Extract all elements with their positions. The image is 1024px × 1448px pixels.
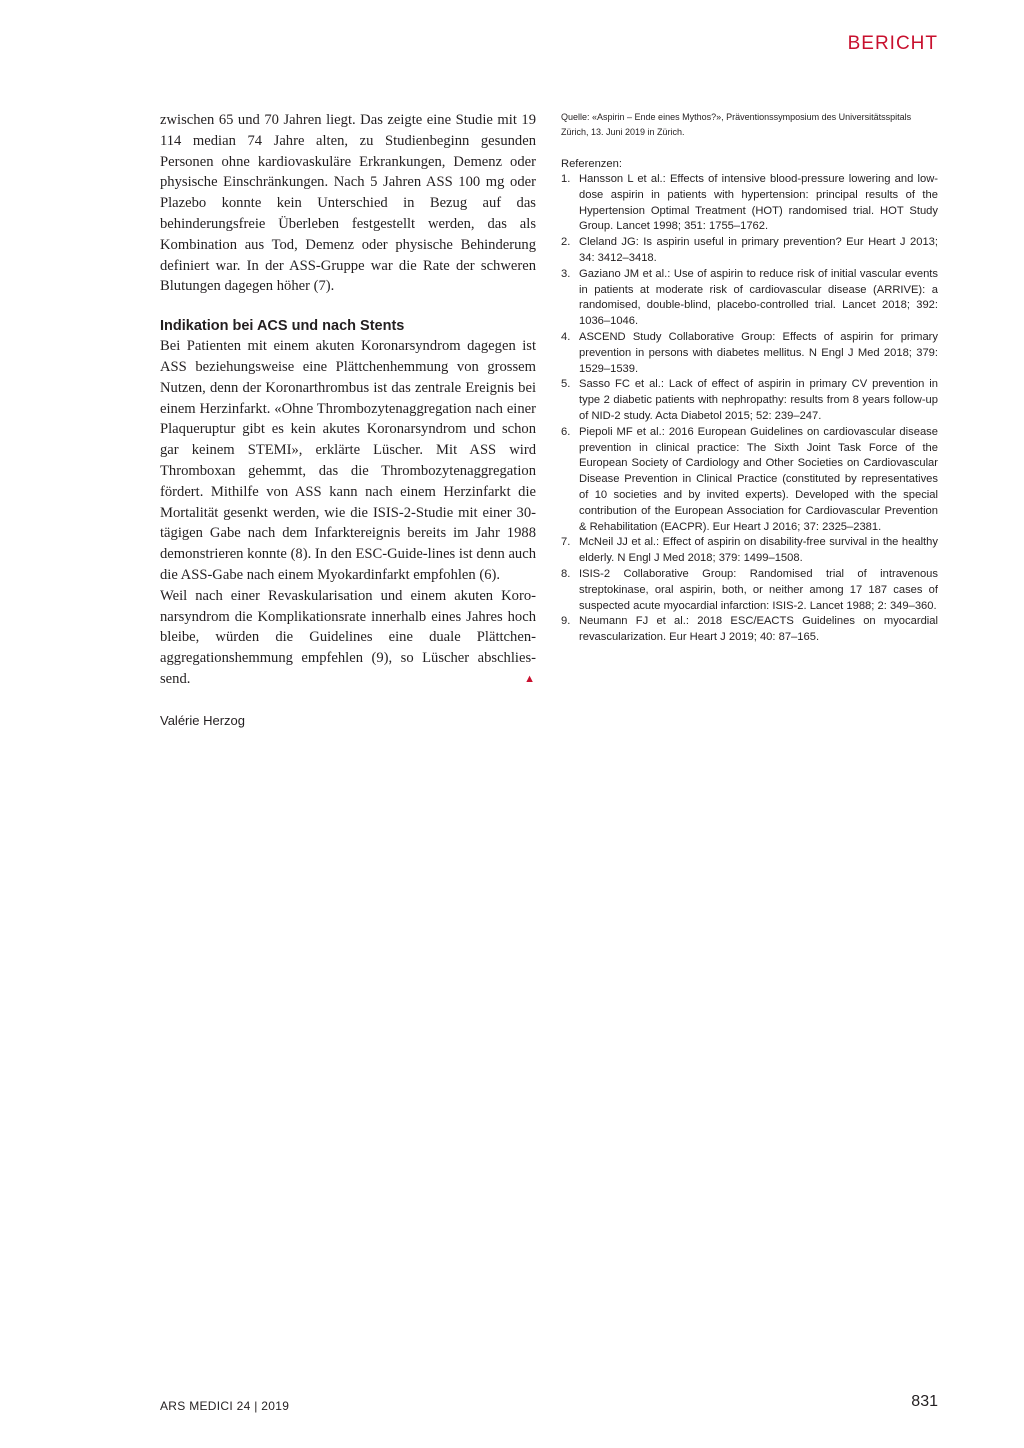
article-column <box>160 110 536 732</box>
section-label: BERICHT <box>847 33 938 54</box>
reference-list <box>561 172 938 646</box>
sidebar-column <box>561 110 938 646</box>
source-note: Quelle: «Aspirin – Ende eines Mythos?», Präventionssymposium des Universitätsspitals Zürich, 13. Juni 2019 in Zürich. <box>561 112 912 137</box>
reference-item <box>561 425 938 536</box>
paragraph-3-text: Weil nach einer Revaskularisation und einem akuten Koronarsyndrom die Komplikationsrate innerhalb eines Jahres hoch bleibe, würden die Guidelines eine duale Plättchenaggregationshemmung empfehlen (9), so Lüscher abschliessend. <box>160 587 536 687</box>
reference-item <box>561 535 938 567</box>
reference-number: 4. <box>561 330 571 343</box>
reference-text: Piepoli MF et al.: 2016 European Guidelines on cardiovascular disease prevention in clinical practice: The Sixth Joint Task Force of the European Society of Cardiology and Other Societies on Cardiovascular Disease Prevention in Clinical Practice (constituted by representatives of 10 societies and by invited experts). Developed with the special contribution of the European Association for Cardiovascular Prevention & Rehabilitation (EACPR). Eur Heart J 2016; 37: 2325–2381. <box>579 425 938 533</box>
reference-number: 1. <box>561 173 571 185</box>
reference-number: 2. <box>561 236 571 249</box>
reference-number: 3. <box>561 267 571 280</box>
reference-text: Gaziano JM et al.: Use of aspirin to reduce risk of initial vascular events in patients at moderate risk of cardiovascular disease (ARRIVE): a randomised, double-blind, placebo-controlled trial. Lancet 2018; 392: 1036–1046. <box>579 267 938 328</box>
reference-text: ISIS-2 Collaborative Group: Randomised trial of intravenous streptokinase, oral aspirin, both, or neither among 17 187 cases of suspected acute myocardial infarction: ISIS-2. Lancet 1988; 2: 349–360. <box>579 567 938 612</box>
journal-footer: ARS MEDICI 24 | 2019 <box>160 1399 290 1413</box>
reference-number: 5. <box>561 378 571 391</box>
reference-text: McNeil JJ et al.: Effect of aspirin on disability-free survival in the healthy elderly. N Engl J Med 2018; 379: 1499–1508. <box>579 536 938 565</box>
reference-number: 6. <box>561 425 571 438</box>
reference-item <box>561 377 938 424</box>
reference-item <box>561 614 938 646</box>
reference-text: Hansson L et al.: Effects of intensive blood-pressure lowering and low-dose aspirin in patients with hypertension: principal results of the Hypertension Optimal Treatment (HOT) randomised trial. HOT Study Group. Lancet 1998; 351: 1755–1762. <box>579 173 938 233</box>
reference-item <box>561 235 938 267</box>
reference-text: Neumann FJ et al.: 2018 ESC/EACTS Guidelines on myocardial revascularization. Eur Heart J 2019; 40: 87–165. <box>579 615 938 644</box>
page-number: 831 <box>911 1393 938 1410</box>
reference-text: Cleland JG: Is aspirin useful in primary prevention? Eur Heart J 2013; 34: 3412–3418. <box>579 236 938 264</box>
reference-item <box>561 567 938 614</box>
reference-number: 9. <box>561 615 571 628</box>
reference-item <box>561 330 938 377</box>
end-of-article-triangle-icon: ▲ <box>524 672 535 685</box>
reference-number: 8. <box>561 567 571 580</box>
author-name: Valérie Herzog <box>160 712 246 728</box>
reference-item <box>561 172 938 235</box>
section-heading: Indikation bei ACS und nach Stents <box>160 318 405 335</box>
reference-text: ASCEND Study Collaborative Group: Effects of aspirin for primary prevention in persons with diabetes mellitus. N Engl J Med 2018; 379: 1529–1539. <box>579 330 938 375</box>
reference-text: Sasso FC et al.: Lack of effect of aspirin in primary CV prevention in type 2 diabetic patients with nephropathy: results from 8 years follow-up of NID-2 study. Acta Diabetol 2015; 52: 239–247. <box>579 378 938 422</box>
paragraph-3 <box>160 586 536 690</box>
paragraph-1: zwischen 65 und 70 Jahren liegt. Das zeigte eine Studie mit 19 114 median 74 Jahre alten, zu Studienbeginn gesunden Personen ohne kardiovaskuläre Erkrankungen, Demenz oder physische Einschränkungen. Nach 5 Jahren ASS 100 mg oder Plazebo konnte kein Unterschied in Bezug auf das behinderungsfreie Überleben festgestellt werden, das als Kombination aus Tod, Demenz oder physische Behinderung definiert war. In der ASS-Gruppe war die Rate der schweren Blutungen dagegen höher (7). <box>160 112 536 295</box>
paragraph-2: Bei Patienten mit einem akuten Koronarsyndrom dagegen ist ASS beziehungsweise eine Plättchenhemmung von grossem Nutzen, denn der Koronarthrombus ist das zentrale Ereignis bei einem Herzinfarkt. «Ohne Thrombozytenaggregation nach einer Plaqueruptur gibt es kein akutes Koronarsyndrom und schon gar keinem STEMI», erklärte Lüscher. Mit ASS wird Thromboxan gehemmt, das die Thrombozytenaggregation fördert. Mithilfe von ASS kann nach einem Herzinfarkt die Mortalität gesenkt werden, wie die ISIS-2-Studie mit einer 30-tägigen Gabe nach dem Infarktereignis bereits im Jahr 1988 demonstrieren konnte (8). In den ESC-Guide-lines ist denn auch die ASS-Gabe nach einem Myokardinfarkt empfohlen (6). <box>160 338 536 583</box>
references-title: Referenzen: <box>561 158 622 170</box>
reference-item <box>561 267 938 330</box>
reference-number: 7. <box>561 536 571 549</box>
